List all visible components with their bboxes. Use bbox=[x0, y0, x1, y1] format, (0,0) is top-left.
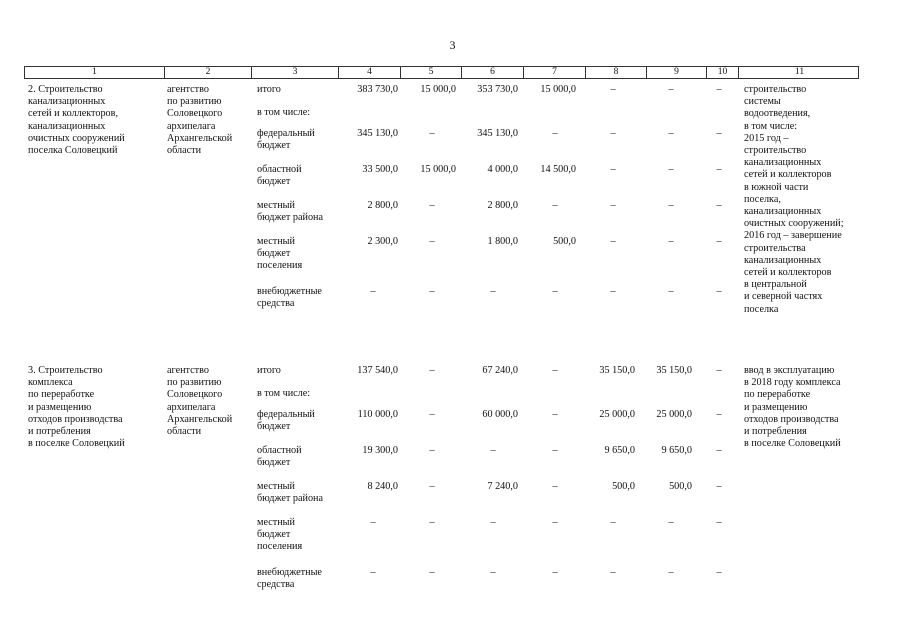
expected-result: ввод в эксплуатацию в 2018 году комплекса по переработке и размещению отходов производства и потребления в поселке Соловецкий bbox=[744, 365, 841, 450]
value-cell-c10: – bbox=[716, 365, 722, 376]
value-cell-c9: – bbox=[668, 200, 674, 211]
value-cell-c10: – bbox=[716, 286, 722, 297]
value-cell-c7: 14 500,0 bbox=[540, 164, 576, 175]
value-cell-c7: – bbox=[552, 128, 558, 139]
value-cell-c5: – bbox=[429, 567, 435, 578]
value-cell-c4: 2 800,0 bbox=[367, 200, 398, 211]
value-cell-c7: – bbox=[552, 286, 558, 297]
value-cell-c4: 137 540,0 bbox=[357, 365, 398, 376]
value-cell-c8: – bbox=[610, 128, 616, 139]
header-cell-10: 10 bbox=[707, 67, 739, 78]
value-cell-c8: – bbox=[610, 567, 616, 578]
header-cell-9: 9 bbox=[647, 67, 707, 78]
value-cell-c4: 2 300,0 bbox=[367, 236, 398, 247]
value-cell-c9: – bbox=[668, 84, 674, 95]
value-cell-c10: – bbox=[716, 128, 722, 139]
value-cell-c6: – bbox=[490, 286, 496, 297]
table-header bbox=[24, 66, 859, 79]
value-cell-c8: 500,0 bbox=[612, 481, 635, 492]
value-cell-c7: – bbox=[552, 365, 558, 376]
project-name: 2. Строительство канализационных сетей и коллекторов, канализационных очистных сооружений поселка Соловецкий bbox=[28, 84, 125, 157]
value-cell-c5: 15 000,0 bbox=[420, 164, 456, 175]
project-name: 3. Строительство комплекса по переработке и размещению отходов производства и потребления в поселке Соловецкий bbox=[28, 365, 125, 450]
funding-source-label: федеральный бюджет bbox=[257, 128, 315, 152]
funding-source-label: местный бюджет поселения bbox=[257, 517, 303, 553]
header-cell-5: 5 bbox=[401, 67, 462, 78]
header-cell-6: 6 bbox=[462, 67, 524, 78]
value-cell-c7: 15 000,0 bbox=[540, 84, 576, 95]
value-cell-c4: 383 730,0 bbox=[357, 84, 398, 95]
value-cell-c5: – bbox=[429, 445, 435, 456]
value-cell-c5: – bbox=[429, 365, 435, 376]
value-cell-c4: – bbox=[370, 567, 376, 578]
funding-source-label: в том числе: bbox=[257, 107, 311, 118]
value-cell-c5: – bbox=[429, 200, 435, 211]
value-cell-c10: – bbox=[716, 567, 722, 578]
value-cell-c4: 345 130,0 bbox=[357, 128, 398, 139]
value-cell-c6: 60 000,0 bbox=[482, 409, 518, 420]
value-cell-c6: – bbox=[490, 567, 496, 578]
value-cell-c5: – bbox=[429, 517, 435, 528]
value-cell-c5: – bbox=[429, 128, 435, 139]
value-cell-c5: – bbox=[429, 236, 435, 247]
funding-source-label: областной бюджет bbox=[257, 164, 302, 188]
value-cell-c8: – bbox=[610, 236, 616, 247]
value-cell-c4: – bbox=[370, 517, 376, 528]
funding-source-label: местный бюджет поселения bbox=[257, 236, 303, 272]
value-cell-c6: 353 730,0 bbox=[477, 84, 518, 95]
value-cell-c8: 25 000,0 bbox=[599, 409, 635, 420]
value-cell-c6: – bbox=[490, 517, 496, 528]
page-number: 3 bbox=[449, 38, 456, 52]
value-cell-c8: – bbox=[610, 164, 616, 175]
header-cell-11: 11 bbox=[794, 67, 805, 77]
value-cell-c9: – bbox=[668, 517, 674, 528]
value-cell-c9: 9 650,0 bbox=[661, 445, 692, 456]
executor: агентство по развитию Соловецкого архипелага Архангельской области bbox=[167, 365, 233, 438]
value-cell-c7: – bbox=[552, 567, 558, 578]
value-cell-c10: – bbox=[716, 481, 722, 492]
value-cell-c10: – bbox=[716, 84, 722, 95]
value-cell-c9: – bbox=[668, 567, 674, 578]
value-cell-c9: 35 150,0 bbox=[656, 365, 692, 376]
value-cell-c7: 500,0 bbox=[553, 236, 576, 247]
value-cell-c10: – bbox=[716, 164, 722, 175]
value-cell-c4: 19 300,0 bbox=[362, 445, 398, 456]
header-cell-8: 8 bbox=[586, 67, 647, 78]
header-cell-7: 7 bbox=[524, 67, 586, 78]
value-cell-c9: 500,0 bbox=[669, 481, 692, 492]
value-cell-c8: – bbox=[610, 84, 616, 95]
value-cell-c6: 2 800,0 bbox=[487, 200, 518, 211]
value-cell-c4: 110 000,0 bbox=[357, 409, 398, 420]
value-cell-c8: – bbox=[610, 200, 616, 211]
value-cell-c10: – bbox=[716, 445, 722, 456]
value-cell-c7: – bbox=[552, 409, 558, 420]
executor: агентство по развитию Соловецкого архипелага Архангельской области bbox=[167, 84, 233, 157]
value-cell-c4: – bbox=[370, 286, 376, 297]
funding-source-label: местный бюджет района bbox=[257, 481, 324, 505]
value-cell-c5: – bbox=[429, 409, 435, 420]
value-cell-c8: 35 150,0 bbox=[599, 365, 635, 376]
value-cell-c5: – bbox=[429, 481, 435, 492]
value-cell-c6: 1 800,0 bbox=[487, 236, 518, 247]
value-cell-c10: – bbox=[716, 409, 722, 420]
value-cell-c5: – bbox=[429, 286, 435, 297]
funding-source-label: внебюджетные средства bbox=[257, 286, 322, 310]
value-cell-c4: 8 240,0 bbox=[367, 481, 398, 492]
expected-result: строительство системы водоотведения, в том числе: 2015 год – строительство канализационных сетей и коллекторов в южной части поселка, канализационных очистных сооружений; 2016 год – завершение строительства канализационных сетей и коллекторов в центральной и северной частях поселка bbox=[744, 84, 844, 315]
value-cell-c8: – bbox=[610, 517, 616, 528]
funding-source-label: областной бюджет bbox=[257, 445, 302, 469]
funding-source-label: итого bbox=[257, 84, 281, 95]
value-cell-c4: 33 500,0 bbox=[362, 164, 398, 175]
funding-source-label: местный бюджет района bbox=[257, 200, 324, 224]
value-cell-c8: 9 650,0 bbox=[604, 445, 635, 456]
funding-source-label: итого bbox=[257, 365, 281, 376]
header-cell-3: 3 bbox=[252, 67, 339, 78]
value-cell-c7: – bbox=[552, 517, 558, 528]
header-cell-2: 2 bbox=[165, 67, 252, 78]
value-cell-c9: 25 000,0 bbox=[656, 409, 692, 420]
value-cell-c7: – bbox=[552, 200, 558, 211]
value-cell-c7: – bbox=[552, 445, 558, 456]
value-cell-c6: – bbox=[490, 445, 496, 456]
funding-source-label: в том числе: bbox=[257, 388, 311, 399]
value-cell-c6: 4 000,0 bbox=[487, 164, 518, 175]
value-cell-c8: – bbox=[610, 286, 616, 297]
value-cell-c9: – bbox=[668, 164, 674, 175]
value-cell-c6: 345 130,0 bbox=[477, 128, 518, 139]
value-cell-c9: – bbox=[668, 128, 674, 139]
funding-source-label: федеральный бюджет bbox=[257, 409, 315, 433]
value-cell-c10: – bbox=[716, 236, 722, 247]
value-cell-c5: 15 000,0 bbox=[420, 84, 456, 95]
value-cell-c9: – bbox=[668, 236, 674, 247]
value-cell-c10: – bbox=[716, 200, 722, 211]
header-cell-4: 4 bbox=[339, 67, 401, 78]
funding-source-label: внебюджетные средства bbox=[257, 567, 322, 591]
value-cell-c6: 67 240,0 bbox=[482, 365, 518, 376]
header-cell-1: 1 bbox=[25, 67, 165, 78]
value-cell-c6: 7 240,0 bbox=[487, 481, 518, 492]
value-cell-c9: – bbox=[668, 286, 674, 297]
value-cell-c10: – bbox=[716, 517, 722, 528]
value-cell-c7: – bbox=[552, 481, 558, 492]
